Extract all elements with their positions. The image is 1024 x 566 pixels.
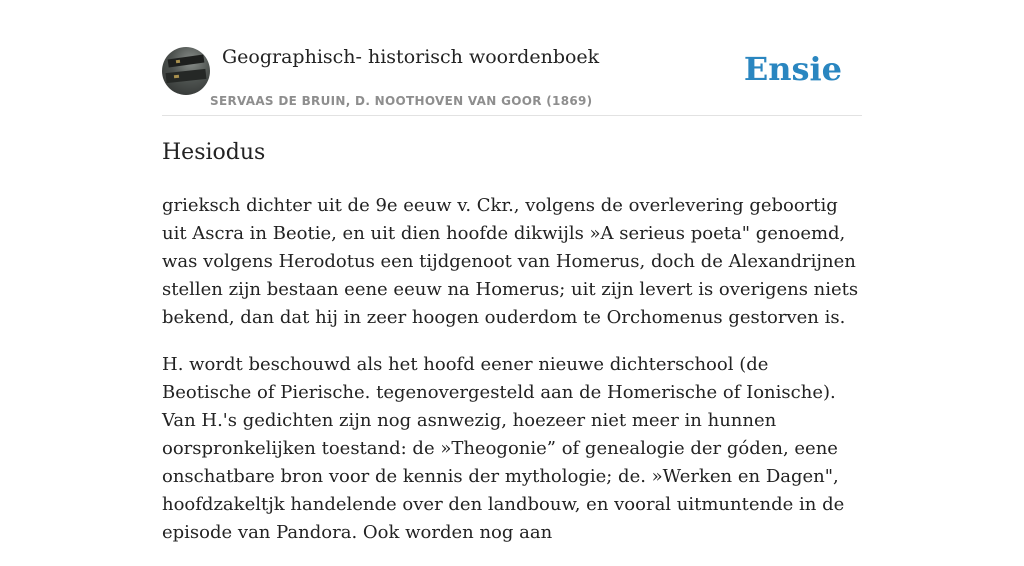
entry-content (162, 192, 862, 566)
book-spine-detail (174, 75, 179, 79)
book-cover-avatar[interactable] (162, 47, 210, 95)
book-spine-detail (176, 60, 180, 64)
book-author: SERVAAS DE BRUIN, D. NOOTHOVEN VAN GOOR (1869) (210, 94, 593, 108)
book-spine-image (168, 55, 205, 68)
entry-title: Hesiodus (162, 140, 266, 165)
entry-paragraph: grieksch dichter uit de 9e eeuw v. Ckr., volgens de overlevering geboortig uit Ascra in Beotie, en uit dien hoofde dikwijls »A serieus poeta" genoemd, was volgens Herodotus een tijdgenoot van Homerus, doch de Alexandrijnen stellen zijn bestaan eene eeuw na Homerus; uit zijn levert is overigens niets bekend, dan dat hij in zeer hoogen ouderdom te Orchomenus gestorven is. (162, 195, 859, 328)
ensie-logo[interactable]: Ensie (743, 50, 842, 88)
entry-paragraph: H. wordt beschouwd als het hoofd eener nieuwe dichterschool (de Beotische of Pierische. tegenovergesteld aan de Homerische of Ionische). Van H.'s gedichten zijn nog asnwezig, hoezeer niet meer in hunnen oorspronkelijken toestand: de »Theogonie” of genealogie der góden, eene onschatbare bron voor de kennis der mythologie; de. »Werken en Dagen", hoofdzakeltjk handelende over den landbouw, en vooral uitmuntende in de episode van Pandora. Ook worden nog aan (162, 354, 845, 543)
book-spine-image (166, 69, 207, 83)
book-title-link[interactable]: Geographisch- historisch woordenboek (222, 46, 600, 68)
header (162, 0, 862, 116)
